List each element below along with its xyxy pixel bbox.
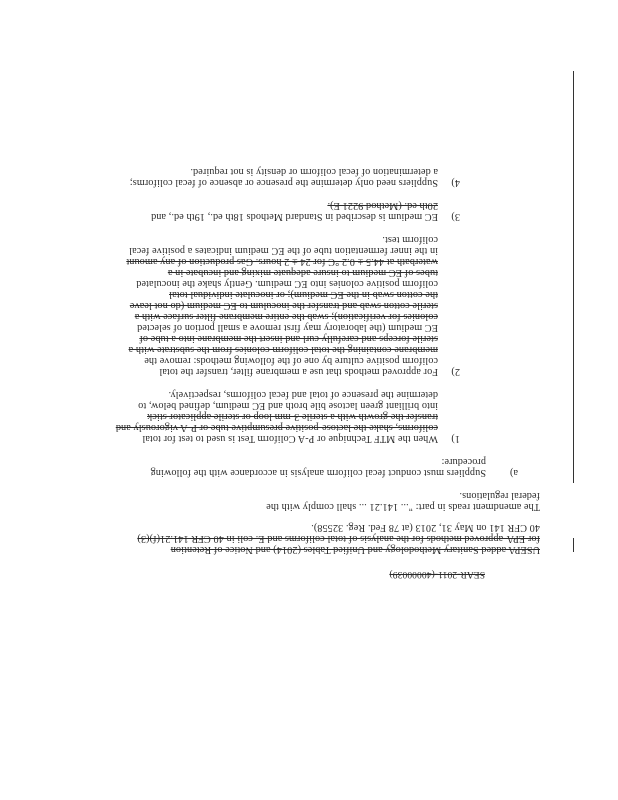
body-line-14: coliform positive culture by one of the following methods: remove the — [144, 355, 438, 366]
body-line-5: federal regulations. — [459, 490, 540, 501]
body-line-22: tubes of EC medium to insure adequate mixing and incubate in a — [167, 267, 438, 278]
body-line-6: Suppliers must conduct fecal coliform analysis in accordance with the following — [150, 467, 486, 478]
label-3: 3) — [451, 211, 460, 222]
label-1: 1) — [451, 433, 460, 444]
header-reference: SEAR-2011-(40000039) — [389, 569, 485, 579]
body-line-8: When the MTF Technique or P-A Coliform Test is used to test for total — [142, 433, 438, 444]
label-a: a) — [509, 467, 518, 478]
body-line-13: For approved methods that use a membrane filter, transfer the total — [159, 366, 438, 377]
body-line-26: EC medium is described in Standard Methods 18th ed., 19th ed., and — [151, 211, 438, 222]
body-line-19: sterile cotton swab and transfer the inoculum to EC medium (do not leave — [129, 300, 438, 311]
body-line-3: 40 CFR 141 on May 31, 2013 (at 78 Fed. Reg. 32558). — [311, 522, 540, 533]
body-line-7: procedure: — [441, 456, 486, 467]
body-line-18: colonies for verification); swab the entire membrane filter surface with a — [134, 311, 438, 322]
body-line-2: for EPA-approved methods for the analysis of total coliforms and E. coli in 40 CFR 141.21(f)(3) — [137, 533, 540, 544]
label-4: 4) — [451, 177, 460, 188]
body-line-17: EC medium (the laboratory may first remove a small portion of selected — [137, 322, 438, 333]
body-line-27: 20th ed. (Method 9221 E). — [327, 200, 438, 211]
body-line-20: the cotton swab in the EC medium); or inoculate individual total — [169, 289, 438, 300]
body-line-16: sterile forceps and carefully curl and insert the membrane into a tube of — [139, 333, 438, 344]
body-line-11: into brilliant green lactose bile broth and EC medium, defined below, to — [138, 400, 438, 411]
body-line-4: The amendment reads in part: "... 141.21 ... shall comply with the — [266, 501, 540, 512]
body-line-28: Suppliers need only determine the presence or absence of fecal coliforms; — [129, 177, 438, 188]
body-line-10: transfer the growth with a sterile 3-mm loop or sterile applicator stick — [147, 411, 438, 422]
label-2: 2) — [451, 366, 460, 377]
revision-margin-mark — [573, 538, 574, 552]
body-line-23: waterbath at 44.5 ± 0.2 °C for 24 ± 2 hours. Gas production of any amount — [126, 256, 438, 267]
body-line-9: coliforms, shake the lactose-positive presumptive tube or P-A vigorously and — [115, 422, 438, 433]
body-line-21: coliform positive colonies into EC medium. Gently shake the inoculated — [136, 278, 438, 289]
body-line-25: coliform test. — [382, 234, 438, 245]
body-line-12: determine the presence of total and fecal coliforms, respectively. — [168, 389, 438, 400]
revision-margin-bar — [573, 71, 574, 483]
body-line-1: USEPA added Sanitary Methodology and Unified Tables (2014) and Notice of Retention — [170, 544, 540, 555]
body-line-15: membrane containing the total coliform colonies from the substrate with a — [128, 344, 438, 355]
body-line-24: in the inner fermentation tube of the EC medium indicates a positive fecal — [129, 245, 438, 256]
body-line-29: a determination of fecal coliform or density is not required. — [190, 166, 438, 177]
